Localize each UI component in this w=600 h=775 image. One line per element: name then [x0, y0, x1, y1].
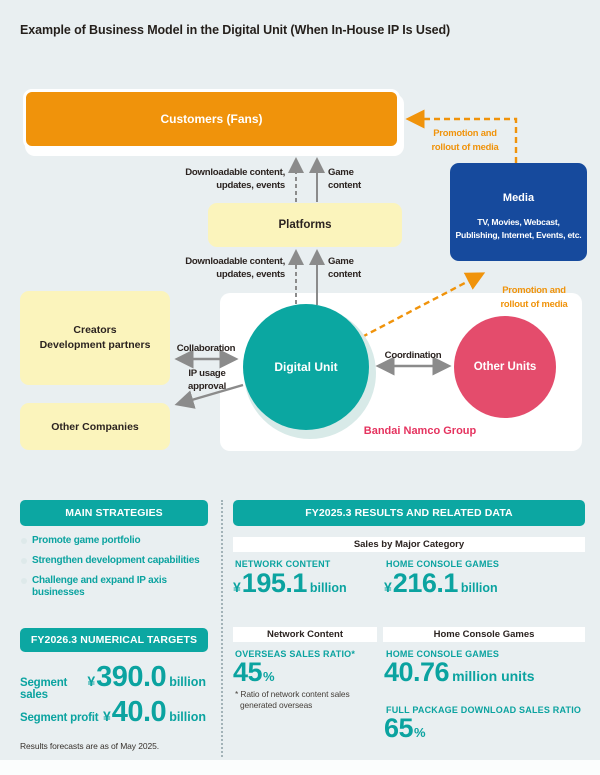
segment-profit-label: Segment profit: [20, 712, 99, 724]
home-console-sales-label: HOME CONSOLE GAMES: [386, 559, 500, 569]
digital-unit-label: Digital Unit: [274, 360, 338, 374]
other-units-label: Other Units: [473, 361, 537, 373]
home-console-units-label: HOME CONSOLE GAMES: [386, 649, 500, 659]
strategy-item: Strengthen development capabilities: [20, 555, 220, 567]
home-console-units-value: 40.76 million units: [384, 657, 535, 687]
platforms-label: Platforms: [278, 219, 332, 231]
bullet-icon: [21, 538, 27, 544]
flow-label-game-content-1: Game content: [328, 167, 361, 191]
segment-sales-value: ¥390.0 billion: [87, 661, 206, 693]
segment-profit-row: [20, 696, 206, 729]
main-strategies-list: [20, 535, 220, 607]
creators-box: [20, 291, 170, 385]
footer-strip: [0, 760, 600, 775]
overseas-ratio-label: OVERSEAS SALES RATIO*: [235, 649, 356, 659]
segment-profit-value: ¥40.0 billion: [102, 696, 206, 728]
ip-usage-label: IP usage approval: [188, 368, 226, 392]
other-companies-label: Other Companies: [51, 420, 139, 433]
results-header: FY2025.3 RESULTS AND RELATED DATA: [233, 500, 585, 526]
other-units-circle: [454, 316, 556, 418]
creators-line2: Development partners: [39, 339, 151, 351]
customers-label: Customers (Fans): [160, 112, 263, 126]
platforms-box: [208, 203, 402, 247]
media-body-line1: TV, Movies, Webcast,: [477, 217, 560, 227]
digital-unit-circle: [243, 304, 369, 430]
strategy-item: Challenge and expand IP axis businesses: [20, 575, 220, 599]
media-body-line2: Publishing, Internet, Events, etc.: [455, 230, 582, 240]
bullet-icon: [21, 558, 27, 564]
customers-box: [23, 89, 400, 149]
media-body: [456, 216, 582, 242]
home-console-subheader: Home Console Games: [383, 627, 585, 642]
network-content-label: NETWORK CONTENT: [235, 559, 331, 569]
overseas-ratio-value: 45%: [233, 657, 275, 687]
collaboration-label: Collaboration: [176, 343, 236, 354]
flow-label-downloadable-1: Downloadable content, updates, events: [185, 167, 285, 191]
network-content-subheader: Network Content: [233, 627, 377, 642]
creators-line1: Creators: [73, 324, 117, 336]
media-title: Media: [502, 192, 535, 204]
column-divider: [221, 500, 223, 757]
numerical-targets-header: FY2026.3 NUMERICAL TARGETS: [20, 628, 208, 652]
sales-by-category-header: Sales by Major Category: [233, 537, 585, 552]
coordination-label: Coordination: [384, 350, 442, 361]
overseas-ratio-footnote: * Ratio of network content sales generated overseas: [235, 689, 350, 710]
bandai-namco-group-label: Bandai Namco Group: [363, 425, 477, 437]
promotion-label-side: Promotion and rollout of media: [500, 284, 568, 309]
main-strategies-header: MAIN STRATEGIES: [20, 500, 208, 526]
page-title: Example of Business Model in the Digital Unit (When In-House IP Is Used): [20, 23, 451, 37]
full-package-download-label: FULL PACKAGE DOWNLOAD SALES RATIO: [386, 705, 582, 715]
segment-sales-row: [20, 661, 206, 701]
other-companies-box: [20, 403, 170, 450]
home-console-sales-value: ¥216.1 billion: [384, 568, 498, 598]
segment-sales-label: Segment sales: [20, 677, 68, 701]
bullet-icon: [21, 578, 27, 584]
network-content-value: ¥195.1 billion: [233, 568, 347, 598]
media-box: [450, 163, 587, 261]
flow-label-downloadable-2: Downloadable content, updates, events: [185, 256, 285, 280]
results-forecast-note: Results forecasts are as of May 2025.: [20, 741, 159, 751]
flow-label-game-content-2: Game content: [328, 256, 361, 280]
promotion-label-top: Promotion and rollout of media: [431, 127, 499, 152]
full-package-download-value: 65%: [384, 713, 426, 743]
strategy-item: Promote game portfolio: [20, 535, 220, 547]
